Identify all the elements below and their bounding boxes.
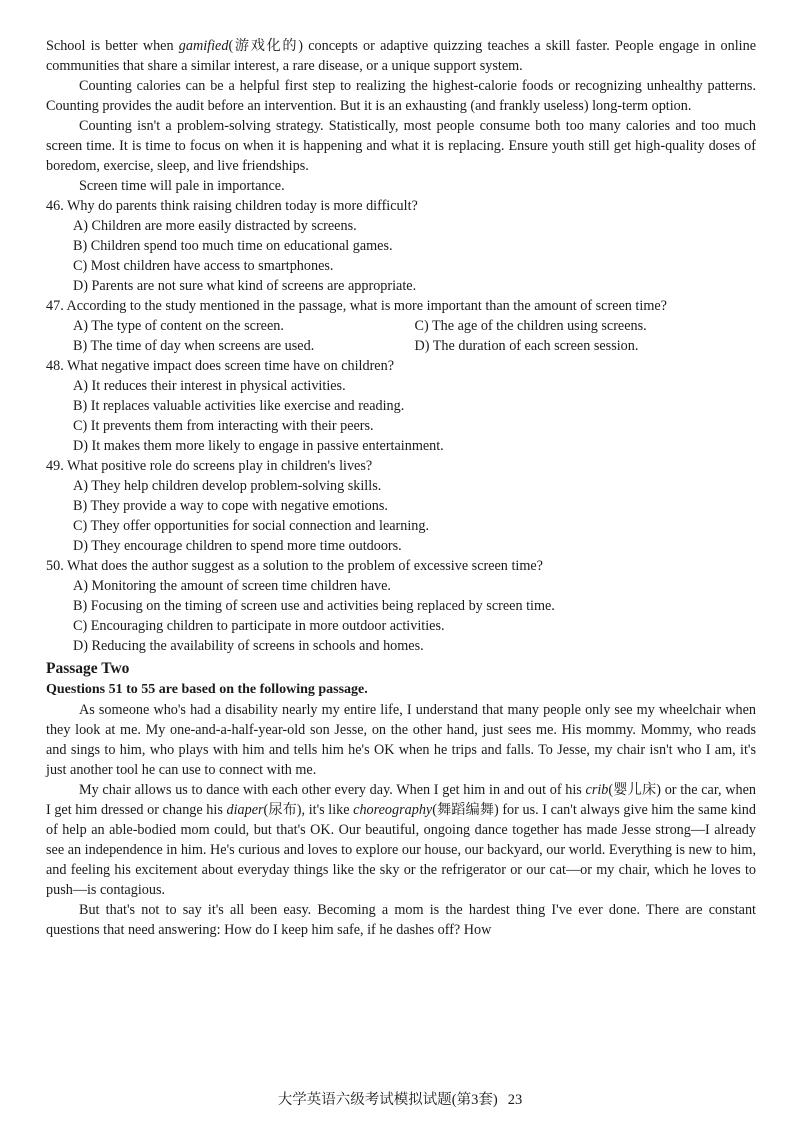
question-stem bbox=[46, 196, 756, 216]
italic-term: diaper bbox=[226, 802, 264, 818]
page-content bbox=[46, 36, 756, 940]
paragraph bbox=[46, 700, 756, 780]
italic-term: crib bbox=[585, 782, 609, 798]
passage-two-title: Passage Two bbox=[46, 660, 130, 677]
question-stem bbox=[46, 456, 756, 476]
question-number: 49. bbox=[46, 458, 64, 474]
paragraph bbox=[46, 36, 756, 76]
answer-option: C) The age of the children using screens. bbox=[414, 318, 647, 334]
answer-option: D) The duration of each screen session. bbox=[414, 338, 639, 354]
question-number: 50. bbox=[46, 558, 64, 574]
paragraph bbox=[46, 116, 756, 176]
answer-option: A) Monitoring the amount of screen time children have. bbox=[73, 578, 391, 594]
answer-option: B) The time of day when screens are used. bbox=[73, 338, 315, 354]
option-row bbox=[73, 336, 756, 356]
answer-option: C) They offer opportunities for social connection and learning. bbox=[73, 518, 430, 534]
text-run: (婴儿床) or the car, when I get him dressed or change his bbox=[46, 782, 756, 818]
question-46 bbox=[46, 196, 756, 296]
page-number: 23 bbox=[507, 1092, 523, 1108]
passage-one-continuation bbox=[46, 36, 756, 196]
text-run: (舞蹈编舞) for us. I can't always give him the same kind of help an able-bodied mom could, but that's OK. Our beautiful, ongoing dance together has made Jesse strong—I already see an independence in him. He's curious and loves to explore our house, our backyard, our world. Everything is new to him, and feeling his excitement about everyday things like the sky or the refrigerator or our cat—or my chair, which he loves to push—is contagious. bbox=[46, 802, 756, 898]
question-text: What negative impact does screen time have on children? bbox=[67, 358, 394, 374]
option-row bbox=[73, 316, 756, 336]
paragraph bbox=[46, 900, 756, 940]
paragraph bbox=[46, 176, 756, 196]
answer-option: A) Children are more easily distracted by screens. bbox=[73, 218, 357, 234]
answer-option: A) The type of content on the screen. bbox=[73, 318, 284, 334]
text-run: School is better when bbox=[46, 38, 179, 54]
text-run: Screen time will pale in importance. bbox=[79, 178, 285, 194]
text-run: My chair allows us to dance with each other every day. When I get him in and out of his bbox=[79, 782, 586, 798]
passage-two-section bbox=[46, 658, 756, 940]
text-run: (游戏化的) concepts or adaptive quizzing teaches a skill faster. People engage in online communities that share a similar interest, a rare disease, or a unique support system. bbox=[46, 38, 756, 74]
question-number: 48. bbox=[46, 358, 64, 374]
paragraph bbox=[46, 76, 756, 116]
answer-option: A) They help children develop problem-solving skills. bbox=[73, 478, 382, 494]
question-50 bbox=[46, 556, 756, 656]
passage-two-instructions: Questions 51 to 55 are based on the following passage. bbox=[46, 682, 368, 697]
footer-title: 大学英语六级考试模拟试题(第3套) bbox=[277, 1092, 498, 1108]
answer-option: D) Reducing the availability of screens in schools and homes. bbox=[73, 638, 424, 654]
questions-46-50 bbox=[46, 196, 756, 656]
page-footer bbox=[0, 1090, 800, 1110]
question-stem bbox=[46, 296, 756, 316]
answer-option: D) They encourage children to spend more time outdoors. bbox=[73, 538, 402, 554]
question-text: What does the author suggest as a solution to the problem of excessive screen time? bbox=[67, 558, 543, 574]
text-run: But that's not to say it's all been easy. Becoming a mom is the hardest thing I've ever done. There are constant questions that need answering: How do I keep him safe, if he dashes off? How bbox=[46, 902, 756, 938]
passage-two-body bbox=[46, 700, 756, 940]
answer-option: D) Parents are not sure what kind of screens are appropriate. bbox=[73, 278, 417, 294]
answer-option: B) Focusing on the timing of screen use and activities being replaced by screen time. bbox=[73, 598, 555, 614]
answer-option: B) It replaces valuable activities like exercise and reading. bbox=[73, 398, 405, 414]
question-number: 47. bbox=[46, 298, 64, 314]
answer-option: A) It reduces their interest in physical activities. bbox=[73, 378, 346, 394]
answer-option: C) It prevents them from interacting with their peers. bbox=[73, 418, 374, 434]
italic-term: gamified bbox=[178, 38, 229, 54]
answer-option: B) Children spend too much time on educational games. bbox=[73, 238, 393, 254]
question-text: What positive role do screens play in children's lives? bbox=[67, 458, 373, 474]
text-run: (尿布), it's like bbox=[263, 802, 354, 818]
question-stem bbox=[46, 356, 756, 376]
answer-option: C) Most children have access to smartphones. bbox=[73, 258, 334, 274]
text-run: As someone who's had a disability nearly my entire life, I understand that many people only see my wheelchair when they look at me. My one-and-a-half-year-old son Jesse, on the other hand, just sees me. His mommy. Mommy, who reads and sings to him, who plays with him and tells him he's OK when he trips and falls. To Jesse, my chair isn't who I am, it's just another tool he can use to connect with me. bbox=[46, 702, 756, 778]
text-run: Counting isn't a problem-solving strategy. Statistically, most people consume both too many calories and too much screen time. It is time to focus on when it is happening and what it is replacing. Ensure youth still get high-quality doses of boredom, exercise, sleep, and live friendships. bbox=[46, 118, 756, 174]
question-47 bbox=[46, 296, 756, 356]
question-text: According to the study mentioned in the passage, what is more important than the amount of screen time? bbox=[66, 298, 667, 314]
answer-option: C) Encouraging children to participate in more outdoor activities. bbox=[73, 618, 445, 634]
question-48 bbox=[46, 356, 756, 456]
question-text: Why do parents think raising children today is more difficult? bbox=[67, 198, 418, 214]
question-stem bbox=[46, 556, 756, 576]
question-49 bbox=[46, 456, 756, 556]
paragraph bbox=[46, 780, 756, 900]
text-run: Counting calories can be a helpful first step to realizing the highest-calorie foods or recognizing unhealthy patterns. Counting provides the audit before an intervention. But it is an exhausting (and frankly useless) long-term option. bbox=[46, 78, 756, 114]
question-number: 46. bbox=[46, 198, 64, 214]
answer-option: D) It makes them more likely to engage in passive entertainment. bbox=[73, 438, 444, 454]
italic-term: choreography bbox=[353, 802, 433, 818]
answer-option: B) They provide a way to cope with negative emotions. bbox=[73, 498, 388, 514]
